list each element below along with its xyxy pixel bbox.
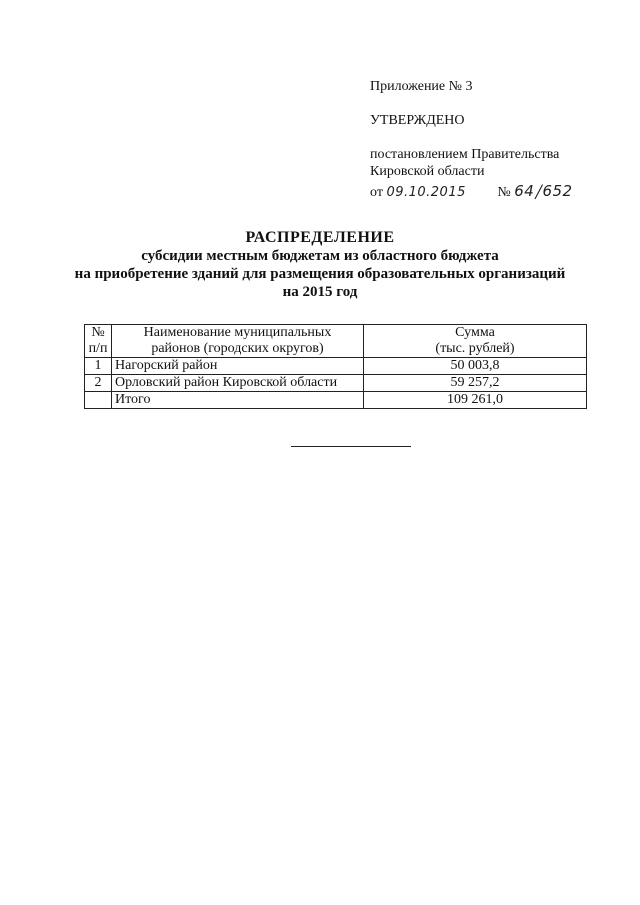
row-name: Итого <box>112 392 364 409</box>
row-sum: 50 003,8 <box>364 358 587 375</box>
header-name <box>112 325 364 358</box>
row-num: 2 <box>85 375 112 392</box>
date-prefix: от <box>370 185 383 200</box>
number-prefix: № <box>497 185 511 200</box>
row-name: Орловский район Кировской области <box>112 375 364 392</box>
decree-line-1: постановлением Правительства <box>370 147 560 162</box>
header-sum-line2: (тыс. рублей) <box>435 341 515 356</box>
decree-line-2: Кировской области <box>370 164 485 179</box>
appendix-label: Приложение № 3 <box>370 79 473 94</box>
header-num-line2: п/п <box>88 341 108 356</box>
title-line-1: субсидии местным бюджетам из областного бюджета <box>141 248 499 264</box>
header-num <box>85 325 112 358</box>
row-name: Нагорский район <box>112 358 364 375</box>
row-sum: 109 261,0 <box>364 392 587 409</box>
handwritten-date: 09.10.2015 <box>386 185 466 200</box>
title-line-3: на 2015 год <box>282 284 358 300</box>
title-line-2: на приобретение зданий для размещения образовательных организаций <box>74 266 566 282</box>
date-number-row <box>370 179 573 204</box>
row-num <box>85 392 112 409</box>
slash-glyph: / <box>535 179 542 204</box>
header-name-line2: районов (городских округов) <box>151 341 324 356</box>
row-sum: 59 257,2 <box>364 375 587 392</box>
title-heading: РАСПРЕДЕЛЕНИЕ <box>245 229 395 246</box>
approved-label: УТВЕРЖДЕНО <box>370 113 465 128</box>
distribution-table <box>84 324 587 409</box>
table-row <box>85 375 587 392</box>
handwritten-number-part2: 652 <box>542 182 573 200</box>
header-sum-line1: Сумма <box>455 325 495 340</box>
header-num-line1: № <box>91 325 105 340</box>
table-total-row <box>85 392 587 409</box>
closing-divider <box>291 446 411 447</box>
table-row <box>85 358 587 375</box>
handwritten-number-part1: 64 <box>514 182 535 200</box>
approval-block <box>370 78 573 204</box>
header-name-line1: Наименование муниципальных <box>143 325 332 340</box>
header-sum <box>364 325 587 358</box>
row-num: 1 <box>85 358 112 375</box>
document-title <box>60 229 580 301</box>
table-header-row <box>85 325 587 358</box>
